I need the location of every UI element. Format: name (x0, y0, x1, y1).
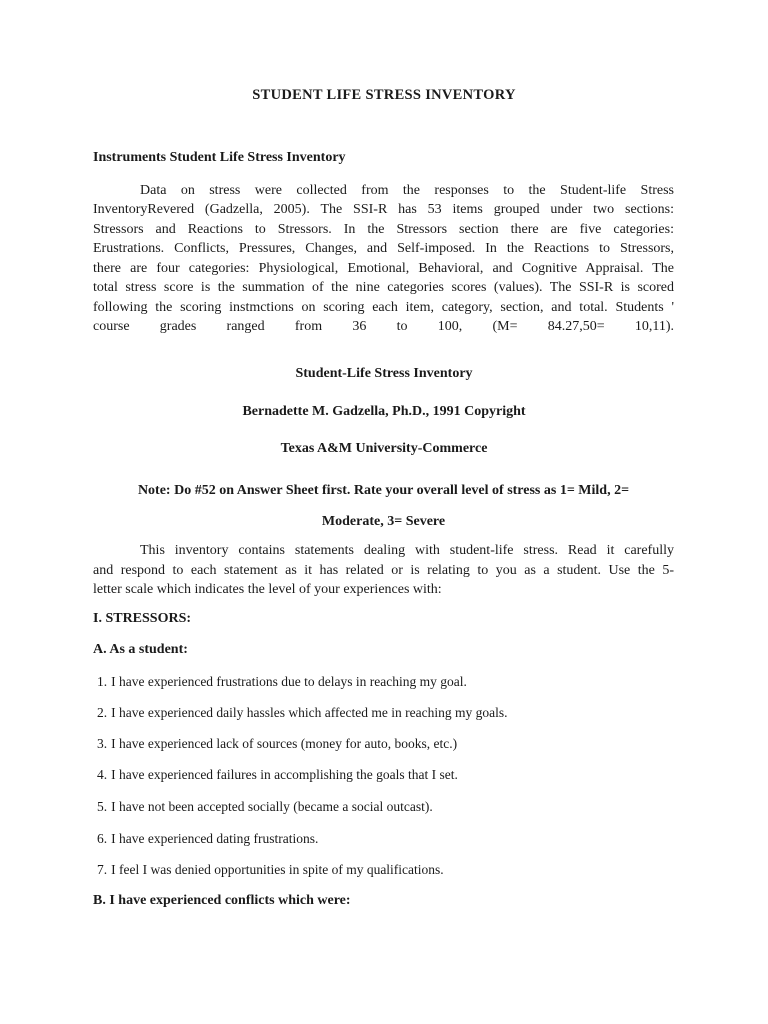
university-line: Texas A&M University-Commerce (280, 441, 488, 456)
list-item: 2. I have experienced daily hassles which affected me in reaching my goals. (97, 705, 508, 720)
author-line: Bernadette M. Gadzella, Ph.D., 1991 Copyright (242, 404, 526, 419)
paragraph1-line: Stressors and Reactions to Stressors. In the Stressors section there are five categories: (93, 221, 674, 237)
paragraph1-line: course grades ranged from 36 to 100, (M= 84.27,50= 10,11). (93, 319, 674, 334)
instruments-heading: Instruments Student Life Stress Inventory (93, 150, 346, 165)
list-item: 5. I have not been accepted socially (became a social outcast). (97, 799, 433, 814)
paragraph2-line: and respond to each statement as it has related or is relating to you as a student. Use the 5- (93, 562, 674, 578)
inventory-title: Student-Life Stress Inventory (295, 366, 473, 381)
list-item: 3. I have experienced lack of sources (money for auto, books, etc.) (97, 736, 458, 751)
note-line-2: Moderate, 3= Severe (321, 514, 446, 529)
paragraph1-line: there are four categories: Physiological, Emotional, Behavioral, and Cognitive Appraisal. The (93, 260, 674, 276)
subsection-a-heading: A. As a student: (93, 642, 188, 657)
paragraph1-line: following the scoring instmctions on scoring each item, category, section, and total. Students ' (93, 299, 674, 315)
note-line-1: Note: Do #52 on Answer Sheet first. Rate your overall level of stress as 1= Mild, 2= (137, 483, 630, 498)
list-item: 4. I have experienced failures in accomplishing the goals that I set. (97, 767, 458, 782)
paragraph2-line: This inventory contains statements dealing with student-life stress. Read it carefully (140, 543, 674, 558)
note (93, 475, 674, 537)
paragraph1-line: Erustrations. Conflicts, Pressures, Changes, and Self-imposed. In the Reactions to Stressors, (93, 241, 674, 256)
subsection-b-heading: B. I have experienced conflicts which were: (93, 893, 351, 908)
document-title: STUDENT LIFE STRESS INVENTORY (252, 87, 516, 103)
list-item: 7. I feel I was denied opportunities in spite of my qualifications. (97, 862, 444, 877)
list-item: 1. I have experienced frustrations due to delays in reaching my goal. (97, 674, 467, 689)
paragraph1-line: total stress score is the summation of the nine categories scores (values). The SSI-R is scored (93, 280, 674, 295)
list-item: 6. I have experienced dating frustrations. (97, 831, 319, 846)
paragraph2-line: letter scale which indicates the level of your experiences with: (93, 582, 442, 597)
section-stressors-heading: I. STRESSORS: (93, 611, 192, 626)
paragraph1-line: Data on stress were collected from the responses to the Student-life Stress (140, 183, 674, 198)
paragraph1-line: InventoryRevered (Gadzella, 2005). The SSI-R has 53 items grouped under two sections: (93, 202, 674, 217)
